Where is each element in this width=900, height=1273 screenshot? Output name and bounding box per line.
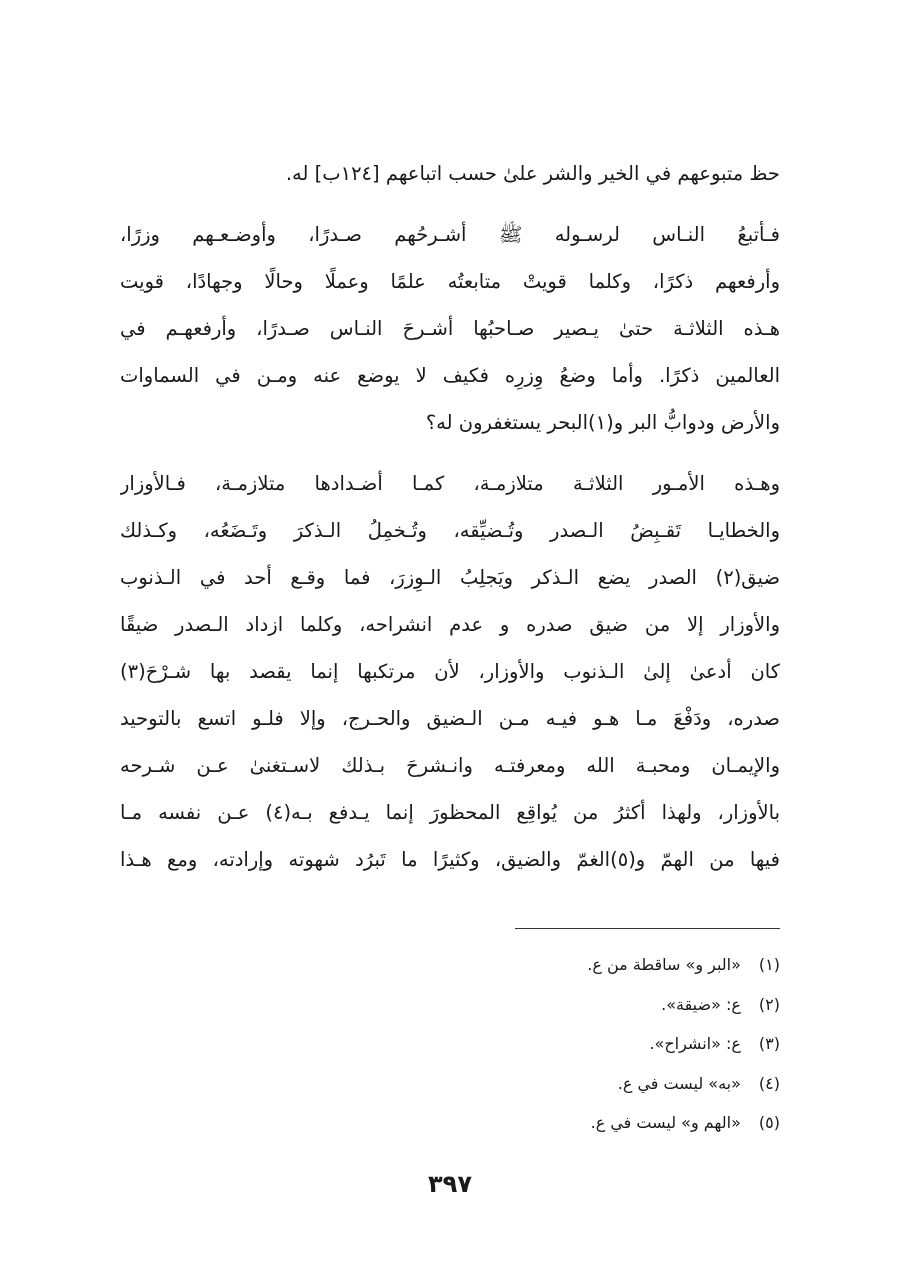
footnote-item bbox=[120, 1064, 780, 1104]
footnote-number: (١) bbox=[758, 955, 780, 974]
text-line: وهـذه الأمـور الثلاثـة متلازمـة، كمـا أضـدادها متلازمـة، فـالأوزار bbox=[120, 472, 780, 495]
paragraph-gap bbox=[120, 446, 780, 460]
footnotes bbox=[120, 945, 780, 1143]
footnote-item bbox=[120, 1103, 780, 1143]
footnote-number: (٢) bbox=[758, 994, 780, 1014]
text-line: بالأوزار، ولهذا أكثرُ من يُواقِع المحظورَ إنما يـدفع بـه(٤) عـن نفسه مـا bbox=[120, 801, 780, 824]
footnote-number: (٣) bbox=[758, 1034, 780, 1053]
page-number: ٣٩٧ bbox=[428, 1170, 472, 1198]
text-line: هـذه الثلاثـة حتىٰ يـصير صـاحبُها أشـرحَ النـاس صـدرًا، وأرفعهـم في bbox=[120, 317, 780, 340]
text-line: والخطايـا تَقـبِضُ الـصدر وتُـضيِّقه، وتُـخمِلُ الـذكرَ وتَـضَعُه، وكـذلك bbox=[120, 519, 780, 542]
text-line: كان أدعىٰ إلىٰ الـذنوب والأوزار، لأن مرتكبها إنما يقصد بها شـرْحَ(٣) bbox=[120, 660, 780, 683]
footnote-number: (٥) bbox=[758, 1113, 780, 1132]
footnote-text: «به» ليست في ع. bbox=[617, 1073, 741, 1093]
text-line: فـأتبعُ النـاس لرسـوله ﷺ أشـرحُهم صـدرًا، وأوضـعـهم وزرًا، bbox=[120, 223, 780, 246]
footnote-divider bbox=[515, 928, 780, 929]
footnote-text: ع: «ضيقة». bbox=[661, 994, 741, 1014]
footnote-item bbox=[120, 1024, 780, 1064]
body-text bbox=[120, 150, 780, 883]
text-line: العالمين ذكرًا. وأما وضعُ وِزرِه فكيف لا يوضع عنه ومـن في السماوات bbox=[120, 364, 780, 387]
footnote-text: ع: «انشراح». bbox=[649, 1034, 741, 1053]
footnote-text: «الهم و» ليست في ع. bbox=[590, 1113, 741, 1132]
footnote-text: «البر و» ساقطة من ع. bbox=[587, 955, 741, 974]
text-line: فيها من الهمّ و(٥)الغمّ والضيق، وكثيرًا ما تَبرُد شهوته وإرادته، ومع هـذا bbox=[120, 848, 780, 871]
text-line: والأرض ودوابُّ البر و(١)البحر يستغفرون له؟ bbox=[425, 411, 780, 434]
footnote-item bbox=[120, 985, 780, 1025]
footnote-item bbox=[120, 945, 780, 985]
text-line: والإيمـان ومحبـة الله ومعرفتـه وانـشرحَ بـذلك لاسـتغنىٰ عـن شـرحه bbox=[120, 754, 780, 777]
footnote-number: (٤) bbox=[758, 1073, 780, 1093]
text-line: صدره، ودَفْعَ مـا هـو فيـه مـن الـضيق والحـرج، وإلا فلـو اتسع بالتوحيد bbox=[120, 707, 780, 730]
text-line: والأوزار إلا من ضيق صدره و عدم انشراحه، وكلما ازداد الـصدر ضيقًا bbox=[120, 613, 780, 636]
text-line: وأرفعهم ذكرًا، وكلما قويتْ متابعتُه علمًا وعملًا وحالًا وجهادًا، قويت bbox=[120, 270, 780, 293]
text-line: ضيق(٢) الصدر يضع الـذكر ويَجلِبُ الـوِزرَ، فما وقـع أحد في الـذنوب bbox=[120, 566, 780, 589]
text-line: حظ متبوعهم في الخير والشر علىٰ حسب اتباعهم [١٢٤ب] له. bbox=[285, 162, 780, 185]
paragraph-gap bbox=[120, 197, 780, 211]
